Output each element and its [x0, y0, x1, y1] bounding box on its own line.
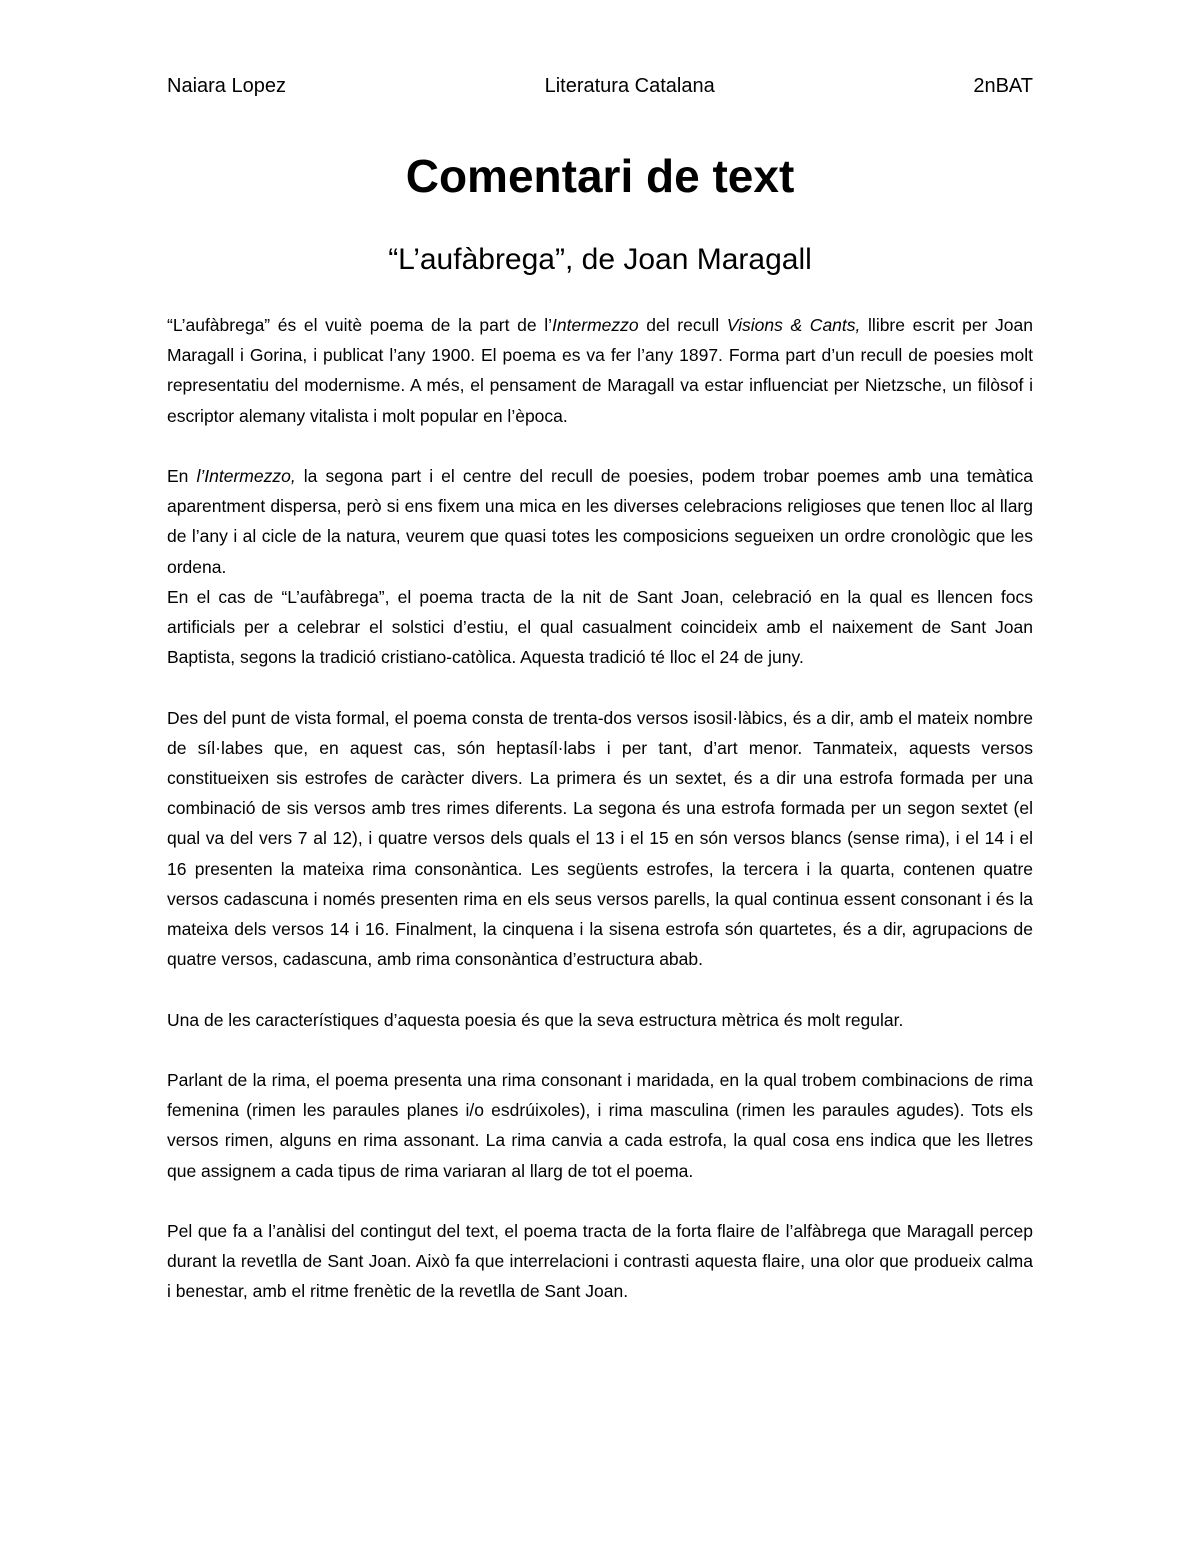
paragraph-text: del recull	[638, 315, 727, 335]
header-subject: Literatura Catalana	[544, 75, 715, 97]
paragraph-sant-joan: En el cas de “L’aufàbrega”, el poema tracta de la nit de Sant Joan, celebració en la qual es llencen focs artificials per a celebrar el solstici d’estiu, el qual casualment coincideix amb el naixement de Sant Joan Baptista, segons la tradició cristiano-catòlica. Aquesta tradició té lloc el 24 de juny.	[167, 586, 1033, 668]
paragraph-text: la segona part i el centre del recull de poesies, podem trobar poemes amb una temàtica aparentment dispersa, però si ens fixem una mica en les diverses celebracions religioses que tenen lloc al llarg de l’any i al cicle de la natura, veurem que quasi totes les composicions segueixen un ordre cronològic que les ordena.	[167, 466, 1033, 577]
document-body	[167, 310, 1033, 1307]
italic-text: Visions & Cants,	[726, 315, 861, 335]
italic-text: Intermezzo	[552, 315, 639, 335]
header-course: 2nBAT	[973, 75, 1033, 97]
paragraph-rima: Parlant de la rima, el poema presenta una rima consonant i maridada, en la qual trobem combinacions de rima femenina (rimen les paraules planes i/o esdrúixoles), i rima masculina (rimen les paraules agudes). Tots els versos rimen, alguns en rima assonant. La rima canvia a cada estrofa, la qual cosa ens indica que les lletres que assignem a cada tipus de rima variaran al llarg de tot el poema.	[167, 1070, 1033, 1181]
paragraph-contingut: Pel que fa a l’anàlisi del contingut del text, el poema tracta de la forta flaire de l’alfàbrega que Maragall percep durant la revetlla de Sant Joan. Això fa que interrelacioni i contrasti aquesta flaire, una olor que produeix calma i benestar, amb el ritme frenètic de la revetlla de Sant Joan.	[167, 1221, 1033, 1302]
paragraph-text: En	[167, 466, 197, 486]
document-title: Comentari de text	[405, 150, 795, 202]
header-author: Naiara Lopez	[167, 75, 286, 97]
paragraph-formal: Des del punt de vista formal, el poema consta de trenta-dos versos isosil·làbics, és a dir, amb el mateix nombre de síl·labes que, en aquest cas, són heptasíl·labs i per tant, d’art menor. Tanmateix, aquests versos constitueixen sis estrofes de caràcter divers. La primera és un sextet, és a dir una estrofa formada per una combinació de sis versos amb tres rimes diferents. La segona és una estrofa formada per un segon sextet (el qual va del vers 7 al 12), i quatre versos dels quals el 13 i el 15 en són versos blancs (sense rima), i el 14 i el 16 presenten la mateixa rima consonàntica. Les següents estrofes, la tercera i la quarta, contenen quatre versos cadascuna i només presenten rima en els seus versos parells, la qual continua essent consonant i és la mateixa dels versos 14 i 16. Finalment, la cinquena i la sisena estrofa són quartetes, és a dir, agrupacions de quatre versos, cadascuna, amb rima consonàntica d’estructura abab.	[167, 707, 1033, 970]
paragraph-intro	[167, 310, 1033, 431]
document-subtitle: “L’aufàbrega”, de Joan Maragall	[388, 243, 812, 276]
paragraph-text: “L’aufàbrega” és el vuitè poema de la part de l’	[167, 315, 553, 335]
paragraph-intermezzo	[167, 461, 1033, 582]
paragraph-text: llibre escrit per Joan Maragall i Gorina, i publicat l’any 1900. El poema es va fer l’any 1897. Forma part d’un recull de poesies molt representatiu del modernisme. A més, el pensament de Maragall va estar influenciat per Nietzsche, un filòsof i escriptor alemany vitalista i molt popular en l’època.	[167, 315, 1033, 426]
paragraph-metric: Una de les característiques d’aquesta poesia és que la seva estructura mètrica és molt regular.	[167, 1009, 904, 1030]
page-header	[167, 72, 1033, 100]
italic-text: l’Intermezzo,	[196, 466, 296, 486]
